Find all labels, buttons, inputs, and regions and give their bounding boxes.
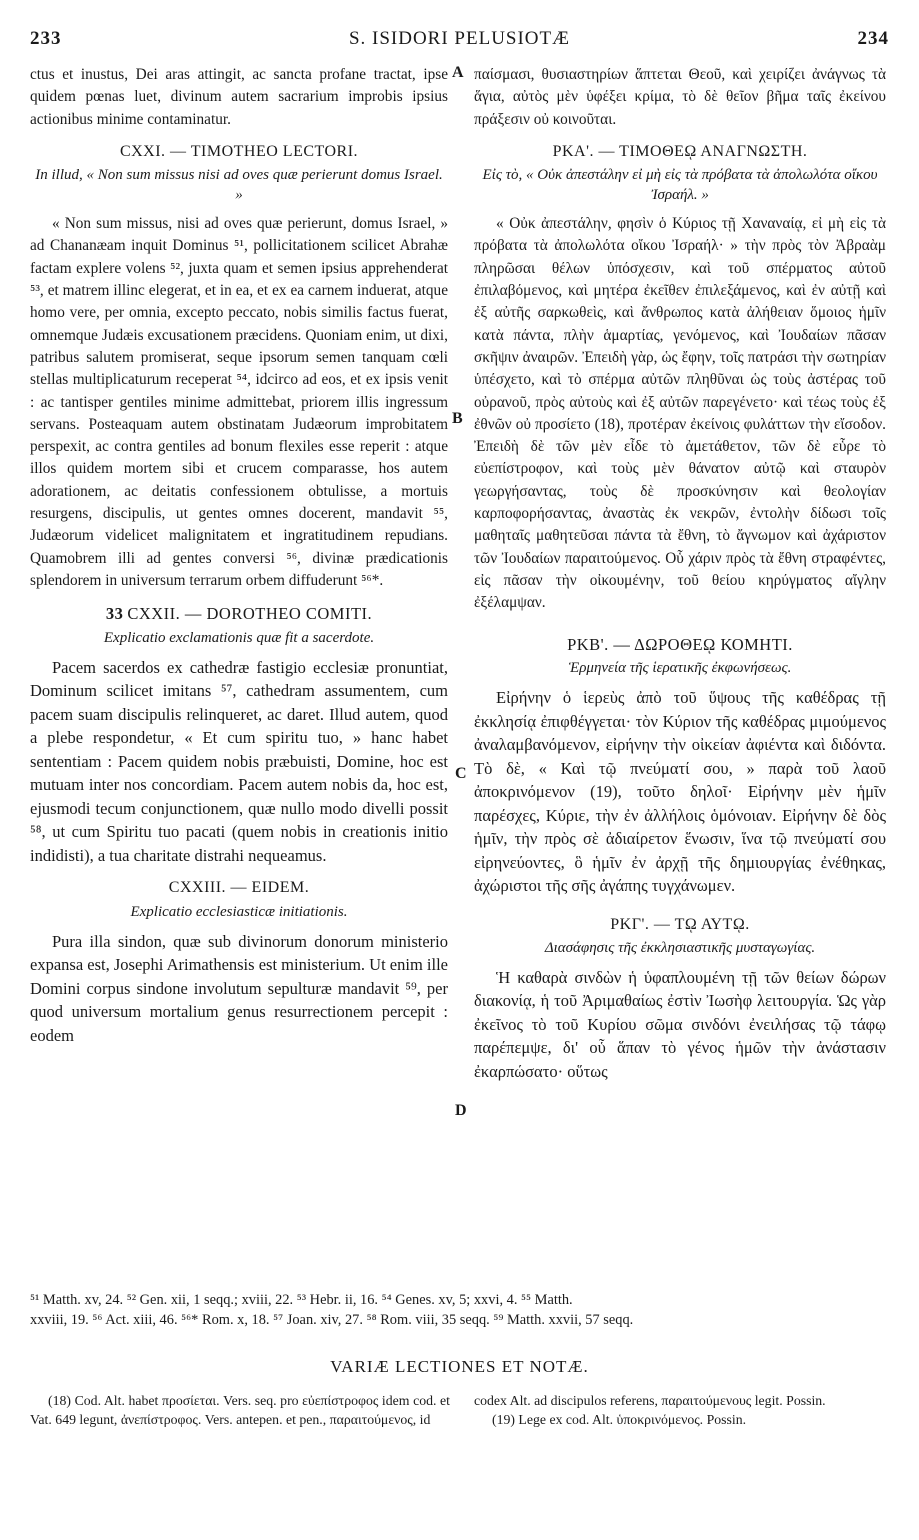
left-page-number: 233 <box>30 28 62 49</box>
margin-letter-d: D <box>455 1102 467 1119</box>
greek-heading-121: ΡΚΑ'. — ΤΙΜΟΘΕῼ ΑΝΑΓΝΩΣΤΗ. <box>552 142 808 160</box>
running-header <box>30 28 889 54</box>
greek-subtitle-122: Ἑρμηνεία τῆς ἱερατικῆς ἐκφωνήσεως. <box>568 660 792 677</box>
notes-left-column <box>30 1392 450 1429</box>
latin-body-122: Pacem sacerdos ex cathedræ fastigio ecclesiæ pronuntiat, Dominum scilicet imitans ⁵⁷, cathedram assumentem, cum pacem suam discipulis relinqueret, ac daret. Illud autem, quod a plebe respondetur, « Et cum spiritu tuo, » hanc habet sententiam : Pacem quidem nobis præbuisti, Domine, hoc est mutuam inter nos concordiam. Pacem autem nobis da, hoc est, ejusmodi tecum conjunctionem, quæ nullo modo divelli possit ⁵⁸, ut cum Spiritu tuo pacati (quem nobis in creationis initio indidisti), a tua charitate distrahi nequeamus. <box>30 657 448 865</box>
latin-body-121: « Non sum missus, nisi ad oves quæ perierunt, domus Israel, » ad Chananæam inquit Dominus ⁵¹, pollicitationem scilicet Abrahæ factam explere volens ⁵², juxta quam et semen ipsius apprehenderat ⁵³, et matrem illinc elegerat, et in ea, et ex ea carnem induerat, atque homo vere, per omnia, excepto peccato, nobis similis factus fuerat, omnemque Judæis excusationem præcidens. Quoniam enim, ut dixi, patribus salutem promiserat, seque ipsorum semen tanquam cœli stellas multiplicaturum receperat ⁵⁴, idcirco ad eos, et ex ipsis venit : ac tantisper gentiles minime admittebat, priorem illis ingressum servans. Posteaquam autem obstinatam Judæorum improbitatem perspexit, ac contra gentiles ad bonum flexiles esse reperit : atque illos quidem mortem sibi et crucem comparasse, hos autem adorationem, ac deitatis confessionem obtulisse, a mortuis resurgens, discipulis, ut gentes omnes docerent, mandavit ⁵⁵, Judæorum videlicet malignitatem et ingratitudinem repudians. Quamobrem illi ad gentes conversi ⁵⁶, divinæ prædicationis splendorem in universum terrarum orbem diffuderunt ⁵⁶*. <box>30 215 448 589</box>
latin-subtitle-123: Explicatio ecclesiasticæ initiationis. <box>130 903 348 920</box>
scripture-footnotes <box>30 1290 889 1330</box>
latin-subtitle-122: Explicatio exclamationis quæ fit a sacerdote. <box>103 629 375 646</box>
margin-letter-c: C <box>455 765 467 782</box>
greek-subtitle-121: Εἰς τὸ, « Οὐκ ἀπεστάλην εἰ μὴ εἰς τὰ πρόβατα τὰ ἀπολωλότα οἴκου Ἰσραήλ. » <box>482 167 878 204</box>
greek-column <box>474 64 886 1083</box>
greek-intro: παίσμασι, θυσιαστηρίων ἅπτεται Θεοῦ, καὶ χειρίζει ἀνάγνως τὰ ἅγια, αὐτὸς μὲν ὑφέξει κρίμα, τὸ δὲ θεῖον βῆμα ταῖς ἐκείνου πράξεσιν οὐ κοινοῦται. <box>474 66 886 128</box>
note-18-continued: codex Alt. ad discipulos referens, παραιτούμενους legit. Possin. <box>474 1393 826 1408</box>
greek-heading-122: ΡΚΒ'. — ΔΩΡΟΘΕῼ ΚΟΜΗΤΙ. <box>567 634 793 654</box>
latin-body-123: Pura illa sindon, quæ sub divinorum donorum ministerio expansa est, Josephi Arimathensis est ministerium. Ut enim ille Domini corpus sindone involutum sepulturæ mandavit ⁵⁹, per quod universum mortalium genus resurrectionem percepit : eodem <box>30 931 448 1045</box>
notes-right-column <box>474 1392 886 1429</box>
latin-subtitle-121: In illud, « Non sum missus nisi ad oves quæ perierunt domus Israel. » <box>35 167 443 204</box>
latin-intro: ctus et inustus, Dei aras attingit, ac sancta profane tractat, ipse quidem pœnas luet, divinum autem sacrarium improbis ipsius actionibus minime contaminatur. <box>30 66 448 128</box>
margin-letter-b: B <box>452 410 463 427</box>
right-page-number: 234 <box>857 28 889 49</box>
latin-heading-122: 33 CXXII. — DOROTHEO COMITI. <box>105 604 373 624</box>
note-18: (18) Cod. Alt. habet προσίεται. Vers. seq. pro εὐεπίστροφος idem cod. et Vat. 649 legunt, ἀνεπίστροφος. Vers. antepen. et pen., παραιτούμενος, id <box>30 1393 450 1427</box>
footnote-line: ⁵¹ Matth. xv, 24. ⁵² Gen. xii, 1 seqq.; xviii, 22. ⁵³ Hebr. ii, 16. ⁵⁴ Genes. xv, 5; xxvi, 4. ⁵⁵ Matth. <box>30 1292 573 1308</box>
greek-body-122: Εἰρήνην ὁ ἱερεὺς ἀπὸ τοῦ ὕψους τῆς καθέδρας τῇ ἐκκλησίᾳ ἐπιφθέγγεται· τὸν Κύριον τῆς καθέδρας μιμούμενος ἀναλαμβανόμενον, εἰρήνην τὴν οἰκείαν ἀφιέντα καὶ διδόντα. Τὸ δὲ, « Καὶ τῷ πνεύματί σου, » παρὰ τοῦ λαοῦ ἀποκρινόμενον (19), τοῦτο δηλοῖ· Εἰρήνην μὲν ἡμῖν παρέσχες, Κύριε, τὴν ἐν ἀλλήλοις ὁμόνοιαν. Εἰρήνην δὲ δὸς ἡμῖν, τὴν πρὸς σὲ ἀδιαίρετον ἕνωσιν, ἵνα τῷ πνεύματί σου εἰρηνεύοντες, ὃ ἡμῖν ἐν ἀρχῇ τῆς δημιουργίας ἐνέθηκας, ἀχώριστοι τῆς σῆς ἀγάπης τυγχάνωμεν. <box>474 688 886 896</box>
latin-heading-123: CXXIII. — EIDEM. <box>168 879 310 897</box>
greek-subtitle-123: Διασάφησις τῆς ἐκκλησιαστικῆς μυσταγωγίας. <box>544 939 816 956</box>
latin-heading-121: CXXI. — TIMOTHEO LECTORI. <box>119 142 359 160</box>
footnote-line: xxviii, 19. ⁵⁶ Act. xiii, 46. ⁵⁶* Rom. x, 18. ⁵⁷ Joan. xiv, 27. ⁵⁸ Rom. viii, 35 seqq. ⁵⁹ Matth. xxvii, 57 seqq. <box>30 1312 634 1328</box>
running-title: S. ISIDORI PELUSIOTÆ <box>348 28 571 49</box>
greek-body-121: « Οὐκ ἀπεστάλην, φησὶν ὁ Κύριος τῇ Χαναναίᾳ, εἰ μὴ εἰς τὰ πρόβατα τὰ ἀπολωλότα οἴκου Ἰσραήλ· » τὴν πρὸς τὸν Ἀβραὰμ πληρῶσαι θέλων ὑπόσχεσιν, καὶ τοῦ σπέρματος αὐτοῦ ἐπιλαβόμενος, καὶ μητέρα ἐκεῖθεν ἐπιλεξάμενος, καὶ ἐν αὐτῇ καὶ ἐξ αὐτῆς σαρκωθεὶς, καὶ ἄνθρωπος κατὰ ἀλήθειαν ὅμοιος ἡμῖν κατὰ πάντα, πλὴν ἁμαρτίας, γενόμενος, καὶ Ἰουδαίων πᾶσαν σκῆψιν ἀναιρῶν. Ἐπειδὴ γὰρ, ὡς ἔφην, τοῖς πατράσι τὴν σωτηρίαν ὑπέσχετο, καὶ τὸ σπέρμα αὐτῶν πληθῦναι ὡς τοὺς ἀστέρας τοῦ οὐρανοῦ, πρὸς αὐτοὺς καὶ ἐξ αὐτῶν παρεγένετο· καὶ τέως τοὺς ἐξ ἐθνῶν οὐ προσίετο (18), προτέραν ἐκείνοις φυλάττων τὴν εἴσοδον. Ἐπειδὴ δὲ τῶν μὲν εἶδε τὸ ἀμετάθετον, τῶν δὲ εὗρε τὸ εὐεπίστροφον, καὶ τοὺς μὲν θάνατον αὐτῷ καὶ σταυρὸν γεωργήσαντας, τοὺς δὲ προσκύνησιν καὶ θεολογίαν καρποφορήσαντας, ἀναστὰς ἐκ νεκρῶν, ἐντολὴν δίδωσι τοῖς μαθηταῖς μαθητεῦσαι πάντα τὰ ἔθνη, τὸ ἄγνωμον καὶ ἀχάριστον τῶν Ἰουδαίων παραιτούμενος. Οὗ χάριν πρὸς τὰ ἔθνη στραφέντες, εἰς πᾶσαν τὴν οἰκουμένην, τοῦ θείου κηρύγματος αἴγλην ἐξέλαμψαν. <box>474 215 886 612</box>
column-number: 33 <box>105 604 124 624</box>
margin-letter-a: A <box>452 64 464 81</box>
notes-title: VARIÆ LECTIONES ET NOTÆ. <box>330 1357 589 1376</box>
latin-column <box>30 64 448 1047</box>
greek-heading-123: ΡΚΓ'. — Τῼ ΑΥΤῼ. <box>610 915 750 933</box>
greek-body-123: Ἡ καθαρὰ σινδὼν ἡ ὑφαπλουμένη τῇ τῶν θείων δώρων διακονίᾳ, ἡ τοῦ Ἀριμαθαίως ἐστὶν Ἰωσὴφ λειτουργία. Ὡς γὰρ ἐκεῖνος τὸ τοῦ Κυρίου σῶμα σινδόνι ἐνειλήσας τῷ τάφῳ παρέπεμψε, δι' οὗ ἅπαν τὸ γένος ἡμῶν τὴν ἀνάστασιν ἐκαρπώσατο· οὕτως <box>474 967 886 1081</box>
note-19: (19) Lege ex cod. Alt. ὑποκρινόμενος. Possin. <box>492 1411 747 1427</box>
